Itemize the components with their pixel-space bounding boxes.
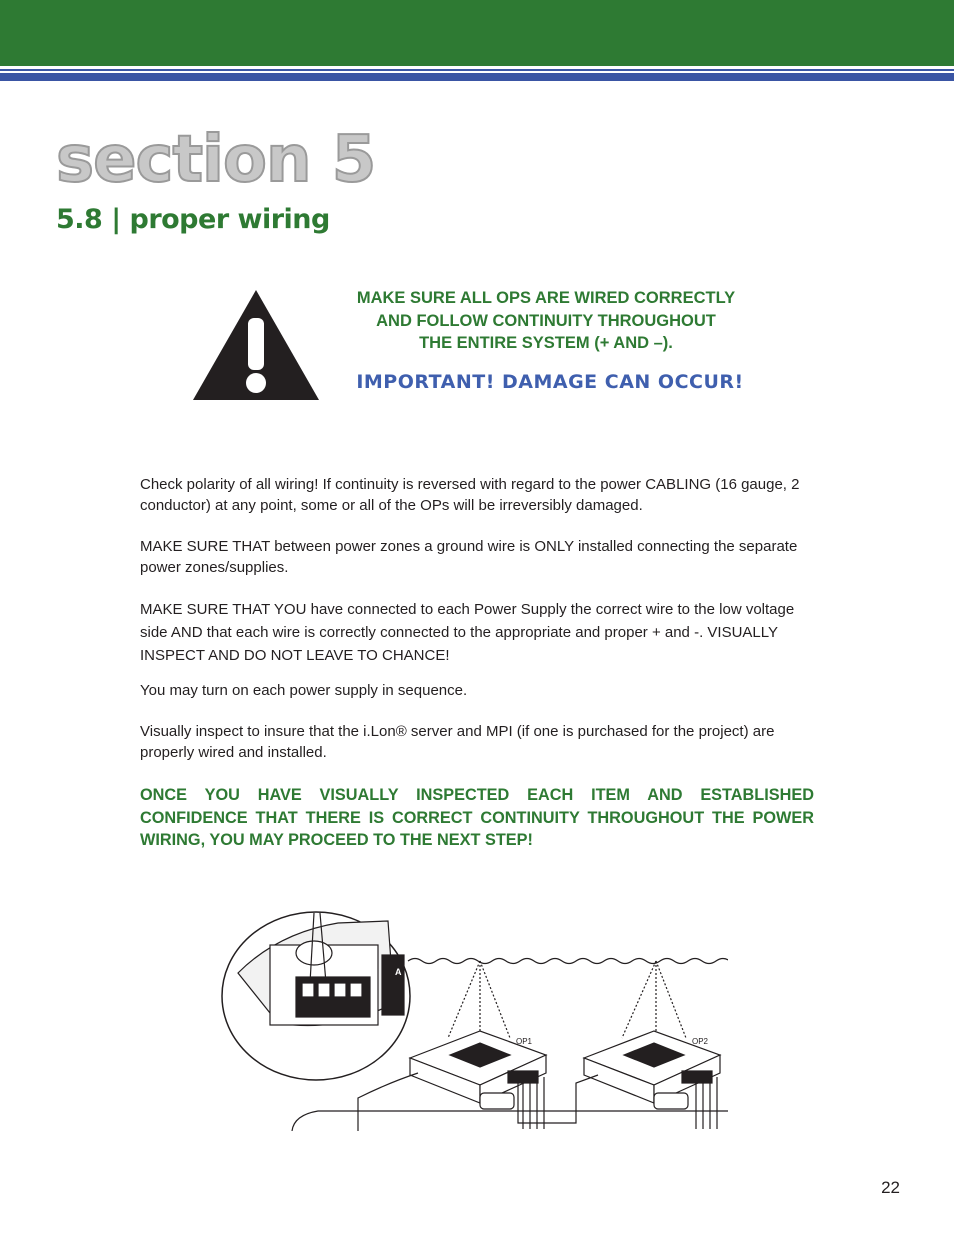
terminal-inset xyxy=(222,912,410,1080)
warning-line-1: MAKE SURE ALL OPS ARE WIRED CORRECTLY xyxy=(356,289,736,307)
warning-line-2: AND FOLLOW CONTINUITY THROUGHOUT xyxy=(376,311,716,330)
paragraph-ilon: Visually inspect to insure that the i.Lon® server and MPI (if one is purchased for the project) are properly wired and installed. xyxy=(140,723,775,761)
paragraph-turn-on: You may turn on each power supply in sequence. xyxy=(140,682,468,699)
warning-triangle-icon xyxy=(193,290,319,400)
track-line xyxy=(408,959,728,964)
wiring-diagram xyxy=(218,893,728,1131)
header-bar xyxy=(0,0,954,66)
paragraph-power-supply: MAKE SURE THAT YOU have connected to each Power Supply the correct wire to the low voltage side AND that each wire is correctly connected to the appropriate and proper + and -. VISUALLY INSPECT AND DO NOT LEAVE TO CHANCE! xyxy=(140,601,795,664)
cable-op1-right xyxy=(480,961,510,1038)
power-wire-main-2 xyxy=(358,1073,418,1131)
warning-line-3: THE ENTIRE SYSTEM (+ AND –). xyxy=(419,334,673,352)
paragraph-ground-wire: MAKE SURE THAT between power zones a ground wire is ONLY installed connecting the separate power zones/supplies. xyxy=(140,538,798,576)
cable-op2-left xyxy=(622,961,656,1038)
label-op2: OP2 xyxy=(692,1037,709,1046)
warning-message xyxy=(336,287,756,355)
cable-op1-left xyxy=(448,961,480,1038)
cable-op2-right xyxy=(656,961,686,1038)
section-title: section 5 xyxy=(56,123,376,197)
header-rule-thick xyxy=(0,73,954,81)
subsection-title: 5.8 | proper wiring xyxy=(56,204,330,235)
label-op1: OP1 xyxy=(516,1037,533,1046)
proceed-notice: ONCE YOU HAVE VISUALLY INSPECTED EACH ITEM AND ESTABLISHED CONFIDENCE THAT THERE IS CORRECT CONTINUITY THROUGHOUT THE POWER WIRING, YOU MAY PROCEED TO THE NEXT STEP! xyxy=(140,786,814,849)
label-terminal: A xyxy=(395,967,402,977)
important-notice: IMPORTANT! DAMAGE CAN OCCUR! xyxy=(356,371,744,393)
page-number: 22 xyxy=(881,1178,900,1197)
paragraph-polarity: Check polarity of all wiring! If continuity is reversed with regard to the power CABLING (16 gauge, 2 conductor) at any point, some or all of the OPs will be irreversibly damaged. xyxy=(140,476,800,514)
